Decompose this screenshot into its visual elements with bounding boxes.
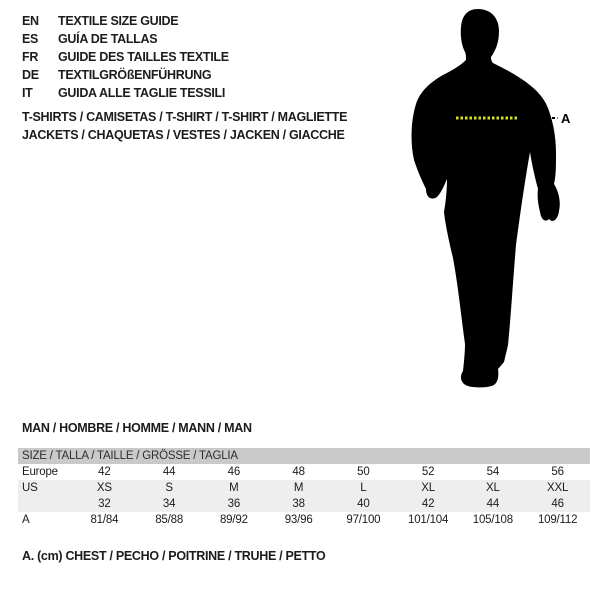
category-tshirts: T-SHIRTS / CAMISETAS / T-SHIRT / T-SHIRT / MAGLIETTE — [22, 110, 348, 124]
size-value: 40 — [357, 498, 370, 510]
table-row — [18, 512, 590, 528]
size-value: 34 — [162, 498, 176, 510]
language-label: TEXTILE SIZE GUIDE — [58, 14, 179, 28]
size-table — [18, 448, 590, 528]
size-value: 38 — [292, 498, 305, 510]
table-row — [18, 480, 590, 496]
size-value: XS — [96, 482, 112, 494]
table-row — [18, 464, 590, 480]
size-value: 44 — [162, 466, 176, 478]
section-title-man: MAN / HOMBRE / HOMME / MANN / MAN — [22, 421, 252, 435]
size-value: 48 — [292, 466, 305, 478]
size-value: 109/112 — [537, 514, 578, 526]
size-value: 105/108 — [472, 514, 513, 526]
language-row — [22, 66, 229, 84]
man-silhouette-figure — [400, 0, 600, 400]
size-value: M — [293, 482, 304, 494]
size-value: 36 — [227, 498, 241, 510]
size-value: 46 — [551, 498, 564, 510]
size-value: 42 — [98, 466, 111, 478]
measure-label-a: A — [561, 111, 571, 126]
size-value: 52 — [421, 466, 435, 478]
size-value: 85/88 — [155, 514, 184, 526]
row-label: Europe — [22, 466, 58, 478]
size-value: 56 — [551, 466, 564, 478]
table-row — [18, 496, 590, 512]
row-label — [18, 496, 72, 512]
language-label: GUÍA DE TALLAS — [58, 32, 158, 46]
size-table-body — [18, 464, 590, 528]
language-row — [22, 84, 229, 102]
size-value: M — [229, 482, 239, 494]
size-table-header: SIZE / TALLA / TAILLE / GRÖSSE / TAGLIA — [18, 448, 590, 464]
category-titles — [22, 108, 347, 144]
row-label: A — [22, 514, 30, 526]
language-code: IT — [22, 86, 33, 100]
size-value: XXL — [547, 482, 569, 494]
size-value: 32 — [98, 498, 111, 510]
size-value: 97/100 — [346, 514, 381, 526]
size-value: 54 — [486, 466, 500, 478]
man-body-silhouette — [412, 9, 560, 387]
language-code: ES — [22, 32, 39, 46]
size-value: 46 — [227, 466, 241, 478]
size-value: 101/104 — [408, 514, 449, 526]
language-code: DE — [22, 68, 39, 82]
language-label: TEXTILGRÖßENFÜHRUNG — [58, 68, 212, 82]
language-code: FR — [22, 50, 39, 64]
size-value: 81/84 — [90, 514, 119, 526]
measurement-footnote: A. (cm) CHEST / PECHO / POITRINE / TRUHE / PETTO — [22, 549, 326, 563]
size-value: 42 — [421, 498, 435, 510]
size-value: 50 — [357, 466, 370, 478]
language-list — [22, 12, 229, 102]
language-row — [22, 12, 229, 30]
size-value: 44 — [486, 498, 500, 510]
size-value: 93/96 — [284, 514, 313, 526]
language-label: GUIDE DES TAILLES TEXTILE — [58, 50, 229, 64]
language-row — [22, 48, 229, 66]
language-label: GUIDA ALLE TAGLIE TESSILI — [58, 86, 226, 100]
language-row — [22, 30, 229, 48]
size-value: 89/92 — [219, 514, 248, 526]
size-value: S — [165, 482, 173, 494]
language-code: EN — [22, 14, 39, 28]
size-value: L — [360, 482, 367, 494]
size-value: XL — [486, 482, 500, 494]
size-value: XL — [421, 482, 435, 494]
row-label: US — [22, 482, 38, 494]
category-jackets: JACKETS / CHAQUETAS / VESTES / JACKEN / GIACCHE — [22, 128, 345, 142]
